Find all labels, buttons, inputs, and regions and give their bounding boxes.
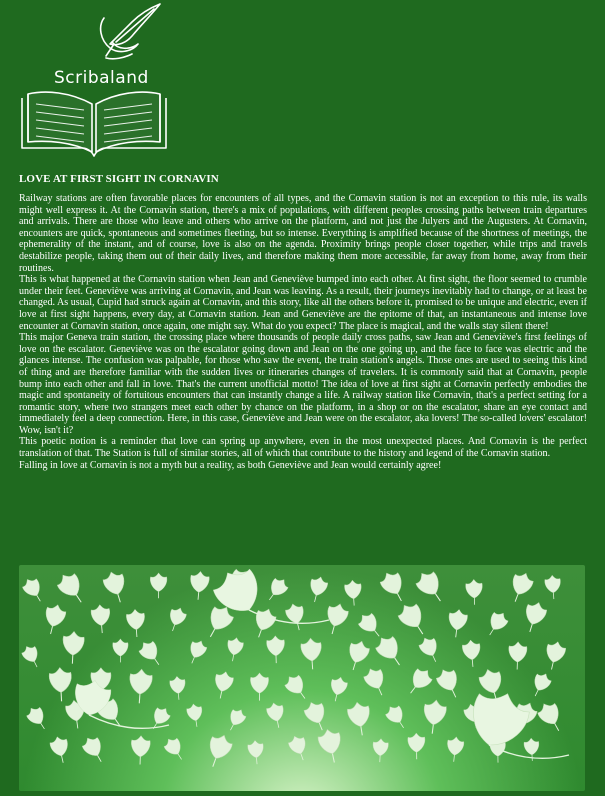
ginkgo-leaf-icon [434,666,465,702]
ginkgo-leaf-icon [266,635,285,663]
ginkgo-leaf-icon [372,738,389,762]
ginkgo-leaf-icon [327,675,348,703]
ginkgo-leaf-icon [362,665,391,699]
ginkgo-leaves-pattern-icon [19,565,585,791]
ginkgo-leaf-icon [302,699,331,734]
ginkgo-leaf-icon [462,639,482,667]
ginkgo-leaf-icon [421,699,447,735]
ginkgo-leaf-icon [41,602,67,636]
ginkgo-leaf-icon [184,638,208,667]
ginkgo-leaf-icon [372,632,408,671]
paragraph: Falling in love at Cornavin is not a myth but a reality, as both Geneviève and Jean would certainly agree! [19,459,442,471]
ginkgo-leaf-icon [544,575,561,600]
ginkgo-leaf-icon [150,573,167,598]
ginkgo-leaf-icon [224,706,248,734]
ginkgo-leaf-icon [247,740,265,765]
ginkgo-leaf-icon [249,606,278,641]
ginkgo-leaf-icon [520,600,548,635]
ginkgo-leaf-icon [20,575,47,605]
ginkgo-leaf-icon [447,608,469,638]
scribaland-logo[interactable] [14,0,174,165]
ginkgo-leaf-icon [20,643,44,671]
ginkgo-leaf-icon [306,575,329,604]
open-book-icon [14,0,174,165]
ginkgo-leaf-icon [535,699,568,736]
ginkgo-leaf-icon [383,702,410,732]
ginkgo-leaf-icon [287,733,311,763]
paragraph: This major Geneva train station, the crossing place where thousands of people daily cross paths, saw Jean and Geneviève's first feelings of love on the escalator. Geneviève was on the escalator going down and Jean on the one going up, and the face to face was electric and the glances intense. The confusion was palpable, for those who saw the event, the train station's angels. Those ones are used to seeing this kind of thing and are therefore familiar with the sudden lives or itineraries changes of travelers. It is commonly said that at Cornavin, people bump into each other and fall in love. That's the current unofficial motto! The idea of love at first sight at Cornavin perfectly embodies the magic and spontaneity of fortuitous encounters that can instantly change a life. A railway station like Cornavin, that's a perfect setting for a romantic story, where two strangers meet each other by chance on the platform, in a shop or on the escalator, share an eye contact and immediately feel a deep connection. Here, in this case, Geneviève and Jean were on the escalator, aka lovers! The so-called lovers' escalator! Wow, isn't it? [19,332,587,436]
ginkgo-leaf-icon [506,570,535,606]
ginkgo-leaf-icon [203,732,235,771]
ginkgo-leaf-icon [80,734,109,767]
ginkgo-leaf-icon [250,673,268,701]
ginkgo-leaf-icon [408,733,426,760]
ginkgo-leaf-icon [265,701,287,729]
ginkgo-leaf-icon [54,569,90,608]
ginkgo-leaf-icon [417,634,444,665]
ginkgo-leaf-icon [189,571,210,601]
ginkgo-leaf-icon [113,639,128,663]
ginkgo-leaf-icon [284,602,308,632]
ginkgo-leaf-icon [377,568,410,606]
ginkgo-illustration [19,565,585,791]
paragraph: This poetic notion is a reminder that love can spring up anywhere, even in the most unexpected places. And Cornavin is the perfect translation of that. The Station is full of similar stories, all of which that contribute to the history and legend of the Cornavin station. [19,436,587,460]
ginkgo-leaf-icon [322,601,350,636]
ginkgo-leaf-icon [344,580,362,607]
ginkgo-leaf-icon [395,599,432,640]
ginkgo-leaf-icon [169,676,186,701]
ginkgo-leaf-icon [346,701,373,737]
article-title: LOVE AT FIRST SIGHT IN CORNAVIN [19,173,219,185]
ginkgo-leaf-icon [211,670,234,700]
ginkgo-leaf-icon [483,609,511,640]
paragraph: This is what happened at the Cornavin station when Jean and Geneviève bumped into each other. At first sight, the floor seemed to crumble under their feet. Geneviève was arriving at Cornavin, and Jean was leaving. As a result, their journeys inevitably had to change, or at least be changed. As usual, Cupid had struck again at Cornavin, and this story, like all the others before it, promised to be unique and electric, even if love at first sight happens, every day, at Cornavin station. Jean and Geneviève are the epitome of that, an instantaneous and intense love encounter at Cornavin station, once again, one might say. What do you expect? The place is magical, and the walls stay silent there! [19,274,587,332]
article-body [19,193,587,471]
ginkgo-leaf-icon [90,604,111,634]
ginkgo-leaf-icon [162,735,189,764]
ginkgo-leaf-icon [49,735,72,765]
ginkgo-leaf-icon [186,703,205,728]
ginkgo-leaf-icon [24,704,51,734]
ginkgo-leaf-icon [136,638,166,670]
ginkgo-leaf-icon [300,637,323,670]
ginkgo-leaf-icon [49,667,73,702]
ginkgo-leaf-icon [126,609,146,638]
ginkgo-leaf-icon [128,668,153,704]
ginkgo-leaf-icon [316,727,345,765]
ginkgo-leaf-icon [344,638,372,672]
ginkgo-leaf-icon [403,665,435,699]
ginkgo-leaf-icon [355,610,386,642]
ginkgo-leaf-icon [446,736,465,763]
ginkgo-leaf-icon [282,672,312,704]
ginkgo-leaf-icon [165,605,188,633]
ginkgo-leaf-icon [508,641,527,669]
ginkgo-leaf-icon [131,735,151,765]
logo-name: Scribaland [54,68,149,88]
ginkgo-leaf-icon [465,579,483,605]
ginkgo-leaf-icon [62,631,85,664]
ginkgo-leaf-icon [542,640,567,672]
ginkgo-leaf-icon [413,567,450,607]
paragraph: Railway stations are often favorable places for encounters of all types, and the Cornavin station is not an exception to this rule, its walls might well express it. At the Cornavin station, there's a mix of populations, with different peoples crossing paths between train departures and arrivals. There are those who leave and others who arrive on the platform, and not just the Julyers and the Augusters. At Cornavin, encounters are quick, spontaneous and sometimes fleeting, but so intense. Everything is amplified because of the shortness of meetings, the ephemerality of the instant, and of course, love is also on the agenda. Proximity brings people closer together, while trips and travels destabilize people, taking them out of their daily lives, and therefore making them more accessible, far away from home, away from their routines. [19,193,587,274]
ginkgo-leaf-icon [528,670,553,699]
ginkgo-leaf-icon [225,636,245,662]
ginkgo-leaf-icon [263,575,291,605]
ginkgo-leaf-icon [101,569,130,605]
